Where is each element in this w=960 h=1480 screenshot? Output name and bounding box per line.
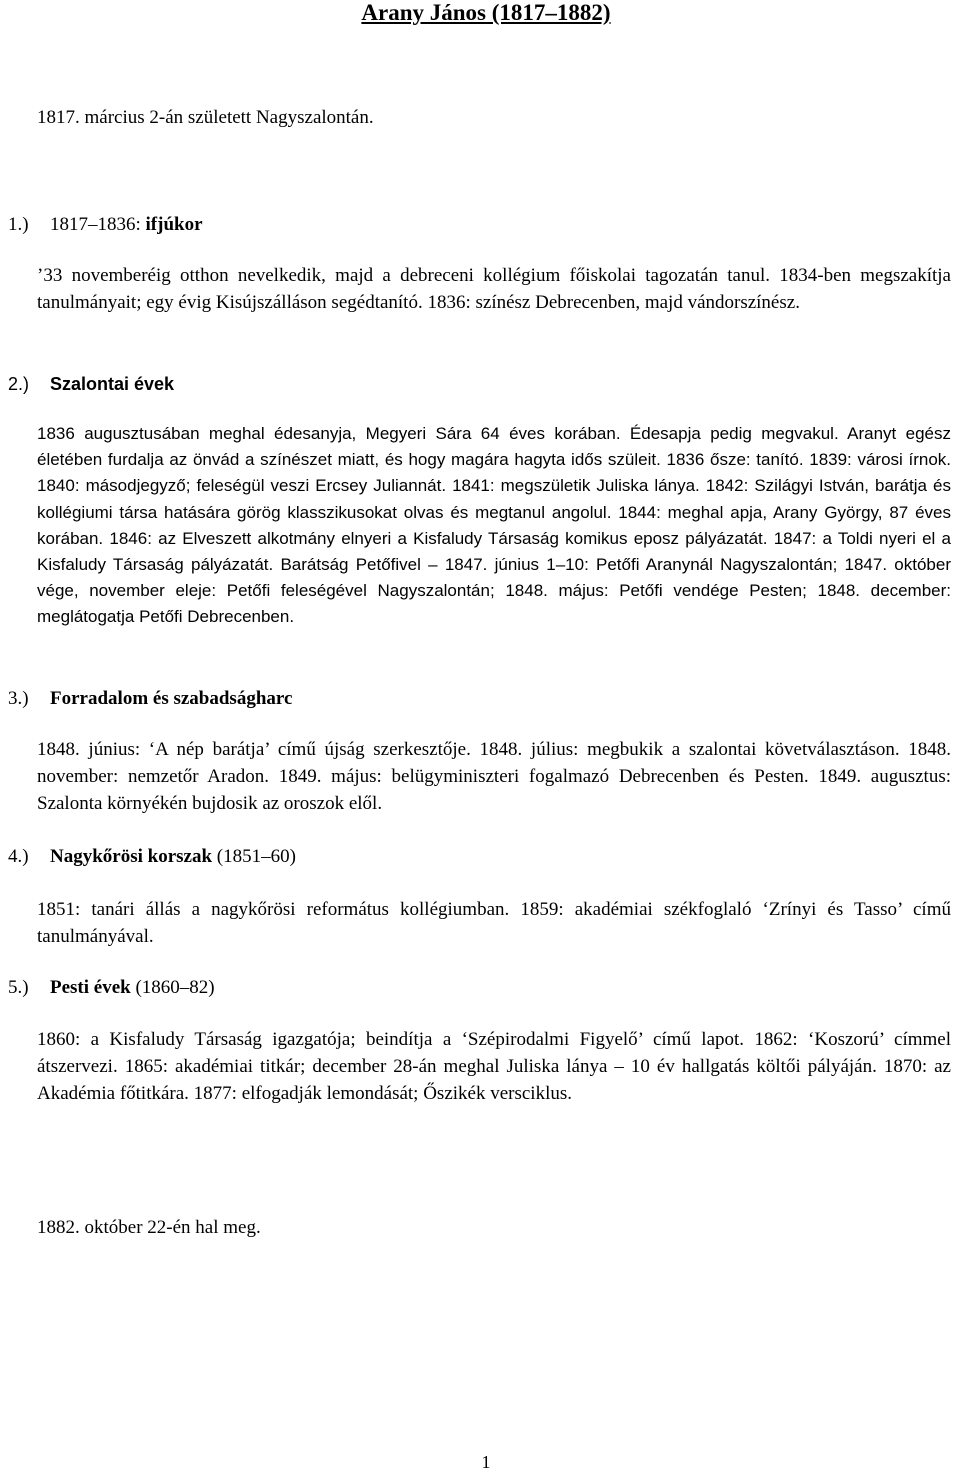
section-text-2: 1836 augusztusában meghal édesanyja, Megyeri Sára 64 éves korában. Édesapja pedig megvakul. Aranyt egész életében furdalja az önvád a színészet miatt, és hogy magára hagyta idős szüleit. 1836 ősze: tanító. 1839: városi írnok. 1840: másodjegyző; feleségül veszi Ercsey Juliannát. 1841: megszületik Juliska lánya. 1842: Szilágyi István, barátja és kollégiumi társa hatására görög klasszikusokat olvas és megtanul angolul. 1844: meghal apja, Arany György, 87 éves korában. 1846: az Elveszett alkotmány elnyeri a Kisfaludy Társaság komikus eposz pályázatát. 1847: a Toldi nyeri el a Kisfaludy Társaság pályázatát. Barátság Petőfivel – 1847. június 1–10: Petőfi Aranynál Nagyszalontán; 1847. október vége, november eleje: Petőfi feleségével Nagyszalontán; 1848. május: Petőfi vendége Pesten; 1848. december: meglátogatja Petőfi Debrecenben.: [37, 424, 951, 627]
section-heading-5: [8, 975, 215, 1001]
section-label-prefix: 1817–1836:: [50, 214, 146, 235]
document-title: Arany János (1817–1882): [361, 0, 611, 25]
death-line: 1882. október 22-én hal meg.: [37, 1217, 261, 1238]
section-label: Pesti évek: [50, 977, 131, 998]
section-label-suffix: (1860–82): [130, 977, 215, 998]
section-text-3: 1848. június: ‘A nép barátja’ című újság szerkesztője. 1848. július: megbukik a szalontai követválasztáson. 1848. november: nemzetőr Aradon. 1849. május: belügyminiszteri fogalmazó Debrecenben és Pesten. 1849. augusztus: Szalonta környékén bujdosik az oroszok elől.: [37, 739, 951, 814]
section-text-4: 1851: tanári állás a nagykőrösi református kollégiumban. 1859: akadémiai székfoglaló ‘Zrínyi és Tasso’ című tanulmányával.: [37, 899, 951, 947]
section-text-1: ’33 novemberéig otthon nevelkedik, majd a debreceni kollégium főiskolai tagozatán tanul. 1834-ben megszakítja tanulmányait; egy évig Kisújszálláson segédtanító. 1836: színész Debrecenben, majd vándorszínész.: [37, 265, 951, 313]
section-number: 2.): [8, 374, 30, 394]
section-number: 5.): [8, 977, 29, 998]
section-heading-4: [8, 844, 296, 870]
section-label: Forradalom és szabadságharc: [50, 688, 293, 709]
section-number: 4.): [8, 846, 29, 867]
section-number: 3.): [8, 688, 29, 709]
section-label-suffix: (1851–60): [212, 846, 296, 867]
birth-line: 1817. március 2-án született Nagyszalontán.: [37, 107, 374, 128]
section-label: Szalontai évek: [50, 374, 175, 394]
section-number: 1.): [8, 214, 29, 235]
section-label: ifjúkor: [145, 214, 203, 235]
page-number: 1: [481, 1452, 491, 1472]
section-heading-2: [8, 371, 174, 397]
section-heading-1: [8, 212, 203, 238]
section-text-5: 1860: a Kisfaludy Társaság igazgatója; beindítja a ‘Szépirodalmi Figyelő’ című lapot. 1862: ‘Koszorú’ címmel átszervezi. 1865: akadémiai titkár; december 28-án meghal Juliska lánya – 10 év hallgatás költői pályáján. 1870: az Akadémia főtitkára. 1877: elfogadják lemondását; Őszikék versciklus.: [37, 1029, 951, 1104]
section-heading-3: [8, 686, 292, 712]
section-label: Nagykőrösi korszak: [50, 846, 213, 867]
